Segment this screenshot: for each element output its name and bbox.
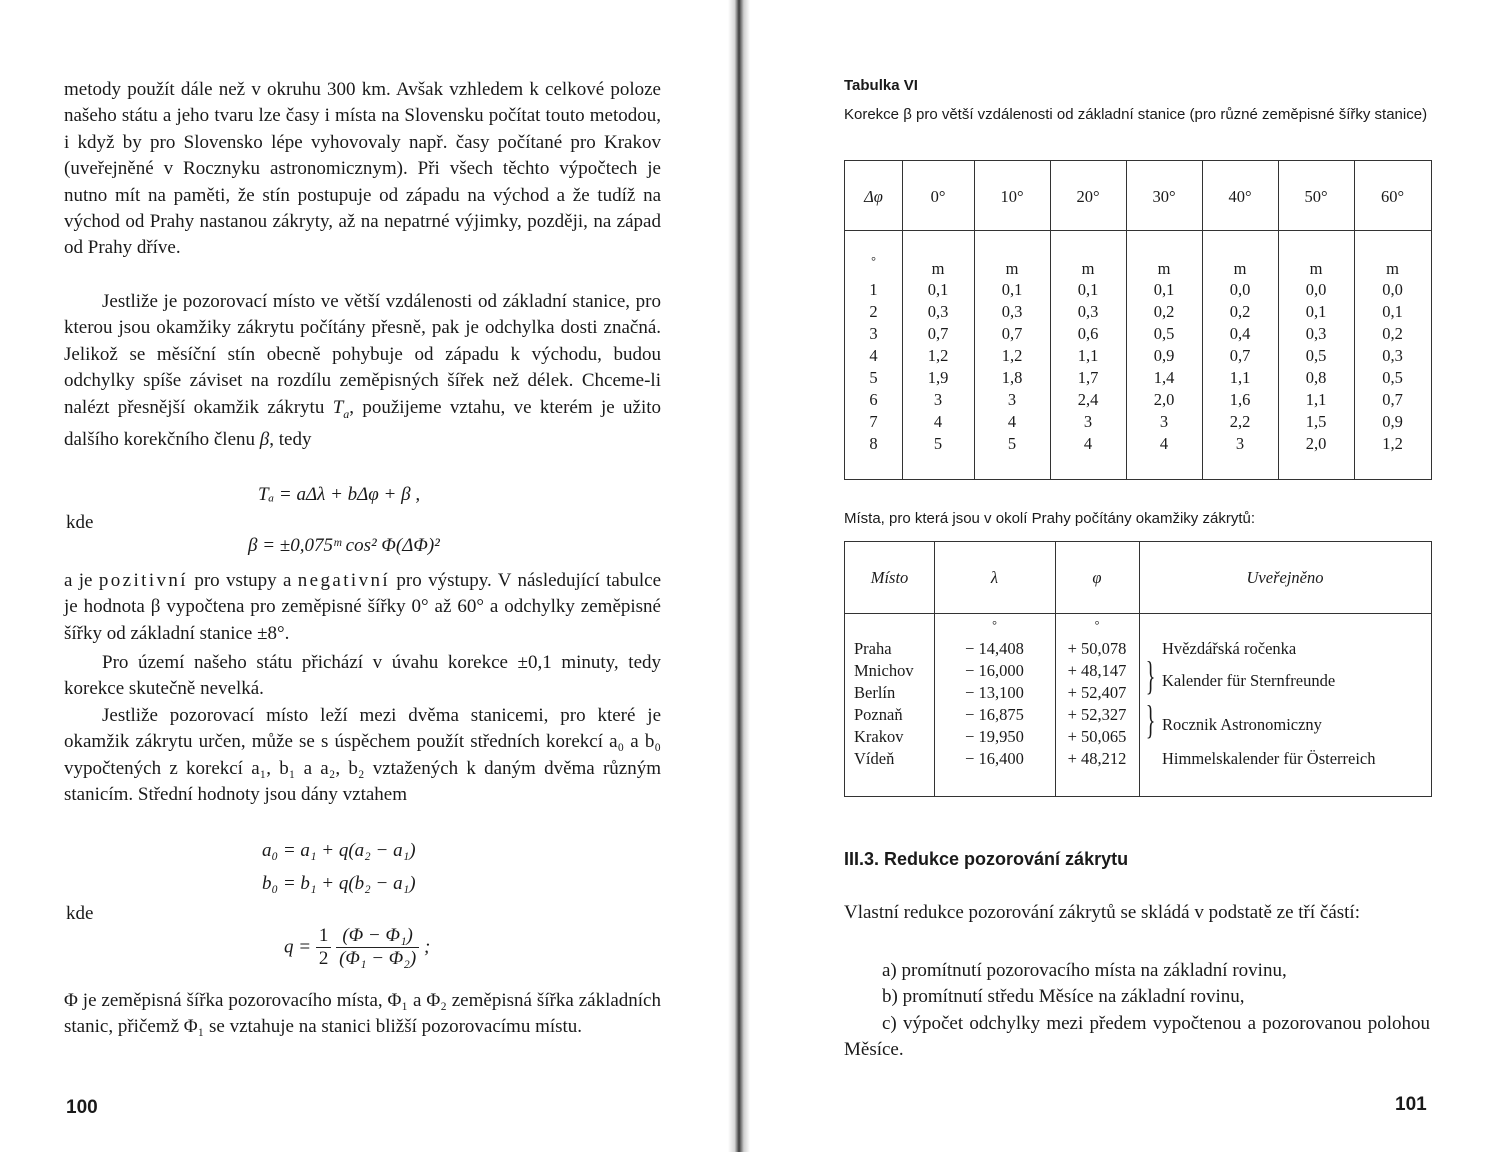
- table-6-cell: 0,1: [1382, 302, 1403, 321]
- table-6-column: [974, 279, 1050, 455]
- places-header: Uveřejněno: [1246, 568, 1324, 587]
- paragraph-3-text-a: a je: [64, 570, 99, 591]
- table-6-unit: m: [1233, 259, 1247, 278]
- brace-1: }: [1145, 653, 1156, 698]
- places-cell: + 52,327: [1067, 705, 1127, 724]
- published-himmelskalender: Himmelskalender für Österreich: [1162, 749, 1376, 768]
- table-6-cell: 3: [1007, 390, 1017, 409]
- page-number-right: 101: [1395, 1094, 1427, 1115]
- table-6-cell: 0,1: [1305, 302, 1327, 321]
- paragraph-2-text-b: , použijeme vztahu, ve kterém je užito dalšího korekčního členu: [64, 396, 662, 450]
- table-6-cell: 0,7: [1229, 346, 1251, 365]
- table-6-cell: 0,0: [1305, 280, 1327, 299]
- kde-label-1: kde: [66, 512, 94, 533]
- table-6-header: 40°: [1228, 187, 1252, 206]
- places-phi: [1055, 638, 1139, 770]
- table-6-cell: 0,1: [927, 280, 949, 299]
- table-6-cell: 0,5: [1305, 346, 1327, 365]
- fraction-phi-den: (Φ₁ − Φ₂): [339, 948, 417, 969]
- table-6: [844, 160, 1432, 480]
- published-kalender: Kalender für Sternfreunde: [1162, 671, 1336, 690]
- table-6-cell: 0,1: [1077, 280, 1099, 299]
- table-6-cell: 0,3: [1077, 302, 1099, 321]
- fraction-half-num: 1: [316, 925, 332, 948]
- table-6-cell: 1,1: [1305, 390, 1327, 409]
- places-table: [844, 541, 1432, 797]
- table-6-caption: Korekce β pro větší vzdálenosti od základní stanice (pro různé zeměpisné šířky stanice): [844, 106, 1428, 123]
- places-header: Místo: [870, 568, 909, 587]
- section-heading: III.3. Redukce pozorování zákrytu: [844, 849, 1129, 869]
- places-cell: + 48,212: [1067, 749, 1127, 768]
- table-6-cell: 0,3: [1305, 324, 1327, 343]
- table-6-cell: 1,1: [1077, 346, 1099, 365]
- page-number-left: 100: [66, 1097, 98, 1118]
- table-6-column: [1354, 279, 1431, 455]
- formula-a0: a₀ = a₁ + q(a₂ − a₁): [262, 840, 416, 861]
- symbol-beta: β: [259, 428, 270, 450]
- table-6-cell: 2,2: [1229, 412, 1251, 431]
- table-6-cell: 0,5: [1153, 324, 1175, 343]
- places-header: φ: [1092, 568, 1102, 587]
- places-cell: Praha: [854, 639, 892, 658]
- table-6-cell: 1,2: [1001, 346, 1023, 365]
- paragraph-2-text-a: Jestliže je pozorovací místo ve větší vzdálenosti od základní stanice, pro kterou jsou okamžiky zákrytu počítány přesně, pak je odchylka dosti značná. Jelikož se měsíční stín obecně pohybuje od západu k východu, budou odchylky spíše záviset na rozdílu zeměpisných šířek než délek. Chceme-li nalézt přesnější okamžik zákrytu: [64, 291, 661, 418]
- table-6-cell: 8: [869, 434, 878, 453]
- table-6-cell: 4: [1007, 412, 1017, 431]
- symbol-ta: T: [332, 396, 344, 418]
- places-cell: − 16,875: [965, 705, 1024, 724]
- places-cell: + 50,078: [1067, 639, 1127, 658]
- table-6-cell: 0,3: [927, 302, 949, 321]
- places-cell: − 16,400: [965, 749, 1024, 768]
- table-6-header: 0°: [930, 187, 946, 206]
- table-6-column: [1202, 279, 1278, 455]
- table-6-unit: m: [1005, 259, 1019, 278]
- table-6-cell: 3: [1235, 434, 1245, 453]
- table-6-cell: 0,2: [1382, 324, 1403, 343]
- brace-2: }: [1145, 697, 1156, 742]
- table-6-cell: 1,7: [1077, 368, 1099, 387]
- list-item-c: c) výpočet odchylky mezi předem vypočtenou a pozorovanou polohou Měsíce.: [844, 1013, 1430, 1061]
- table-6-cell: 2: [869, 302, 878, 321]
- table-6-cell: 0,2: [1153, 302, 1175, 321]
- published-hvezdarska: Hvězdářská ročenka: [1162, 639, 1297, 658]
- places-cell: − 16,000: [965, 661, 1024, 680]
- table-6-header-rule: [845, 230, 1431, 231]
- table-6-cell: 5: [1007, 434, 1017, 453]
- places-cell: − 19,950: [965, 727, 1024, 746]
- table-6-column: [902, 279, 974, 455]
- table-6-cell: 0,0: [1382, 280, 1403, 299]
- table-6-cell: 0,6: [1077, 324, 1099, 343]
- word-positive: pozitivní: [98, 570, 188, 591]
- places-cell: − 14,408: [965, 639, 1024, 658]
- table-6-header: Δφ: [864, 187, 883, 206]
- table-6-column: [1050, 279, 1126, 455]
- table-6-cell: 1,8: [1001, 368, 1023, 387]
- table-6-cell: 3: [869, 324, 878, 343]
- places-cell: + 48,147: [1067, 661, 1127, 680]
- table-6-title: Tabulka VI: [844, 77, 918, 94]
- list-item-b: b) promítnutí středu Měsíce na základní rovinu,: [882, 986, 1245, 1007]
- table-6-header: 60°: [1380, 187, 1405, 206]
- table-6-cell: 0,3: [1001, 302, 1023, 321]
- table-6-cell: 0,2: [1229, 302, 1251, 321]
- book-spine: [728, 0, 750, 1152]
- table-6-unit: °: [871, 254, 876, 268]
- table-6-cell: 0,0: [1229, 280, 1251, 299]
- places-unit: °: [992, 618, 997, 632]
- table-6-cell: 2,4: [1077, 390, 1099, 409]
- table-6-cell: 0,1: [1153, 280, 1175, 299]
- table-6-unit: m: [1309, 259, 1323, 278]
- table-6-unit: m: [1386, 259, 1399, 278]
- paragraph-2-text-c: , tedy: [269, 428, 312, 450]
- paragraph-5: Jestliže pozorovací místo leží mezi dvěma stanicemi, pro které je okamžik zákrytu určen, může se s úspěchem použít středních korekcí a₀ a b₀ vypočtených z korekcí a₁, b₁ a a₂, b₂ vztažených k daným dvěma různým stanicím. Střední hodnoty jsou dány vztahem: [64, 705, 661, 806]
- fraction-half-den: 2: [318, 948, 329, 969]
- paragraph-4: Pro území našeho státu přichází v úvahu korekce ±0,1 minuty, tedy korekce skutečně nevelká.: [64, 652, 661, 700]
- fraction-phi: [336, 925, 419, 970]
- table-6-cell: 7: [869, 412, 878, 431]
- table-6-header: 10°: [1000, 187, 1024, 206]
- places-cell: + 50,065: [1067, 727, 1127, 746]
- kde-label-2: kde: [66, 903, 94, 924]
- table-6-column: [1126, 279, 1202, 455]
- symbol-ta-sub: a: [343, 406, 350, 421]
- table-6-cell: 1,5: [1305, 412, 1327, 431]
- table-6-cell: 4: [1159, 434, 1169, 453]
- table-6-cell: 0,3: [1382, 346, 1403, 365]
- table-6-cell: 1,6: [1229, 390, 1251, 409]
- table-6-cell: 1,1: [1229, 368, 1251, 387]
- table-6-column: [845, 279, 902, 455]
- table-6-cell: 2,0: [1153, 390, 1175, 409]
- formula-ta: Tₐ = aΔλ + bΔφ + β ,: [258, 484, 421, 505]
- table-6-header: 30°: [1152, 187, 1176, 206]
- places-cell: − 13,100: [965, 683, 1024, 702]
- fraction-phi-num: (Φ − Φ₁): [336, 925, 419, 948]
- places-header-rule: [845, 613, 1431, 614]
- table-6-cell: 0,7: [1001, 324, 1023, 343]
- published-rocznik: Rocznik Astronomiczny: [1162, 715, 1322, 734]
- table-6-cell: 0,4: [1229, 324, 1251, 343]
- places-cell: Vídeň: [854, 749, 895, 768]
- list-item-a: a) promítnutí pozorovacího místa na základní rovinu,: [882, 960, 1287, 981]
- table-6-cell: 4: [869, 346, 878, 365]
- places-cell: Poznaň: [854, 705, 903, 724]
- table-6-cell: 1,9: [927, 368, 949, 387]
- places-cell: Krakov: [854, 727, 904, 746]
- table-6-unit: m: [1081, 259, 1095, 278]
- table-6-cell: 0,5: [1382, 368, 1403, 387]
- table-6-unit: m: [931, 259, 945, 278]
- table-6-cell: 3: [1083, 412, 1093, 431]
- paragraph-6: Φ je zeměpisná šířka pozorovacího místa, Φ₁ a Φ₂ zeměpisná šířka základních stanic, přičemž Φ₁ se vztahuje na stanici bližší pozorovacímu místu.: [64, 990, 661, 1038]
- paragraph-3-text-c: pro výstupy. V následující tabulce je hodnota β vypočtena pro zeměpisné šířky 0° až 60° a odchylky zeměpisné šířky od základní stanice ±8°.: [64, 570, 662, 644]
- places-names: [854, 638, 934, 770]
- paragraph-3-text-b: pro vstupy a: [187, 570, 298, 591]
- table-6-cell: 0,1: [1001, 280, 1023, 299]
- formula-q-end: ;: [423, 936, 431, 958]
- table-6-cell: 0,9: [1153, 346, 1175, 365]
- places-caption: Místa, pro která jsou v okolí Prahy počítány okamžiky zákrytů:: [844, 510, 1255, 527]
- fraction-half: [316, 925, 332, 970]
- paragraph-1: metody použít dále než v okruhu 300 km. Avšak vzhledem k celkové poloze našeho státu a jeho tvaru lze časy i místa na Slovensku počítat touto metodou, i když by pro Slovensko lépe vyhovovaly např. časy počítané pro Krakov (uveřejněné v Rocznyku astronomicznym). Při všech těchto výpočtech je nutno mít na paměti, že stín postupuje od západu na východ a že tudíž na východ od Prahy nastanou zákryty, až na nepatrné výjimky, později, na západ od Prahy dříve.: [64, 79, 661, 259]
- formula-q-lhs: q =: [284, 936, 312, 958]
- paragraph-2: [64, 289, 661, 453]
- table-6-cell: 5: [869, 368, 878, 387]
- table-6-cell: 1: [869, 280, 878, 299]
- word-negative: negativní: [297, 570, 391, 591]
- right-paragraph-1: Vlastní redukce pozorování zákrytů se skládá v podstatě ze tří částí:: [844, 902, 1360, 923]
- table-6-cell: 0,8: [1305, 368, 1327, 387]
- places-header: λ: [990, 568, 999, 587]
- left-page: [0, 0, 730, 1152]
- table-6-header: 20°: [1076, 187, 1100, 206]
- formula-beta: β = ±0,075ᵐ cos² Φ(ΔΦ)²: [248, 535, 440, 556]
- table-6-header: 50°: [1304, 187, 1328, 206]
- table-6-cell: 1,2: [1382, 434, 1403, 453]
- places-cell: Mnichov: [854, 661, 914, 680]
- formula-q: [284, 925, 430, 970]
- table-6-cell: 2,0: [1305, 434, 1327, 453]
- table-6-cell: 3: [933, 390, 943, 409]
- places-cell: + 52,407: [1067, 683, 1127, 702]
- table-6-cell: 0,7: [1382, 390, 1403, 409]
- table-6-cell: 5: [933, 434, 943, 453]
- table-6-cell: 3: [1159, 412, 1169, 431]
- table-6-column: [1278, 279, 1354, 455]
- table-6-cell: 1,4: [1153, 368, 1175, 387]
- places-unit: °: [1094, 618, 1100, 632]
- table-6-cell: 0,7: [927, 324, 949, 343]
- table-6-cell: 6: [869, 390, 878, 409]
- table-6-cell: 0,9: [1382, 412, 1403, 431]
- right-page: [748, 0, 1506, 1152]
- formula-b0: b₀ = b₁ + q(b₂ − a₁): [262, 873, 416, 894]
- paragraph-3: [64, 568, 661, 647]
- table-6-cell: 1,2: [927, 346, 949, 365]
- table-6-unit: m: [1157, 259, 1171, 278]
- places-cell: Berlín: [854, 683, 896, 702]
- table-6-cell: 4: [933, 412, 943, 431]
- table-6-cell: 4: [1083, 434, 1093, 453]
- places-lambda: [934, 638, 1055, 770]
